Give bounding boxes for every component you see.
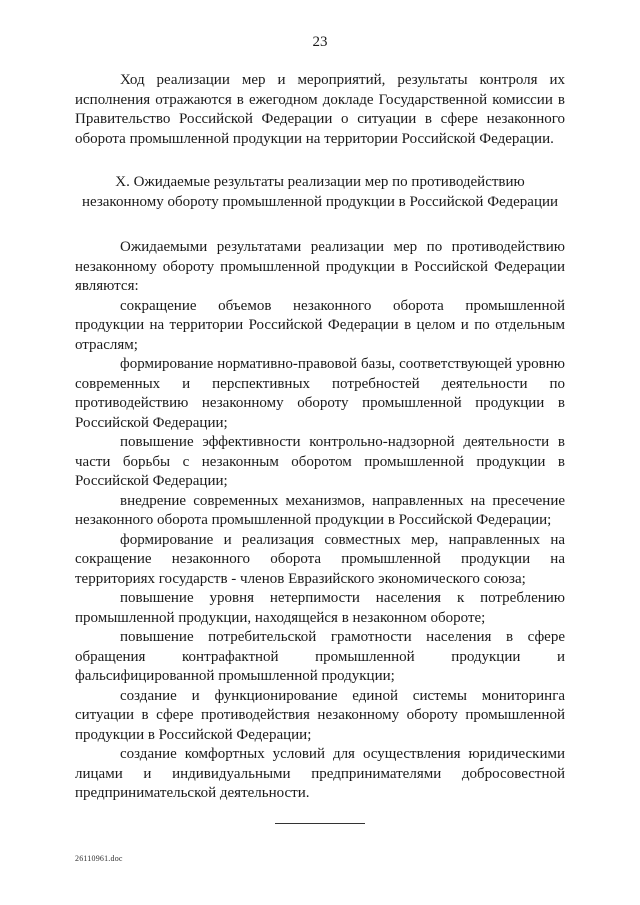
list-item: формирование и реализация совместных мер, направленных на сокращение незаконного оборота промышленной продукции на территориях государств - членов Евразийского экономического союза; [75,531,565,587]
end-rule [275,823,365,824]
intro-paragraph: Ход реализации мер и мероприятий, результаты контроля их исполнения отражаются в ежегодном докладе Государственной комиссии в Правительство Российской Федерации о ситуации в сфере незаконного оборота промышленной продукции на территории Российской Федерации. [75,72,565,147]
lead-paragraph: Ожидаемыми результатами реализации мер по противодействию незаконному обороту промышленной продукции в Российской Федерации являются: [75,239,565,294]
page-number: 23 [312,34,328,50]
list-item: внедрение современных механизмов, направленных на пресечение незаконного оборота промышленной продукции в Российской Федерации; [75,492,565,528]
document-body [75,71,565,804]
section-heading-line-1: X. Ожидаемые результаты реализации мер по противодействию [115,174,525,190]
list-item: создание и функционирование единой системы мониторинга ситуации в сфере противодействия незаконному обороту промышленной продукции в Российской Федерации; [75,687,565,743]
file-reference: 26110961.doc [75,854,123,863]
list-item: повышение потребительской грамотности населения в сфере обращения контрафактной промышленной продукции и фальсифицированной промышленной продукции; [75,629,565,684]
section-heading [75,173,565,212]
list-item: сокращение объемов незаконного оборота промышленной продукции на территории Российской Федерации в целом и по отдельным отраслям; [75,297,565,353]
list-item: повышение эффективности контрольно-надзорной деятельности в части борьбы с незаконным оборотом промышленной продукции в Российской Федерации; [75,434,565,489]
section-heading-line-2: незаконному обороту промышленной продукции в Российской Федерации [81,193,559,210]
list-item: повышение уровня нетерпимости населения к потреблению промышленной продукции, находящейся в незаконном обороте; [75,590,565,626]
list-item: формирование нормативно-правовой базы, соответствующей уровню современных и перспективных потребностей деятельности по противодействию незаконному обороту промышленной продукции в Российской Федерации; [75,356,565,431]
list-item: создание комфортных условий для осуществления юридическими лицами и индивидуальными предпринимателями добросовестной предпринимательской деятельности. [75,746,565,801]
